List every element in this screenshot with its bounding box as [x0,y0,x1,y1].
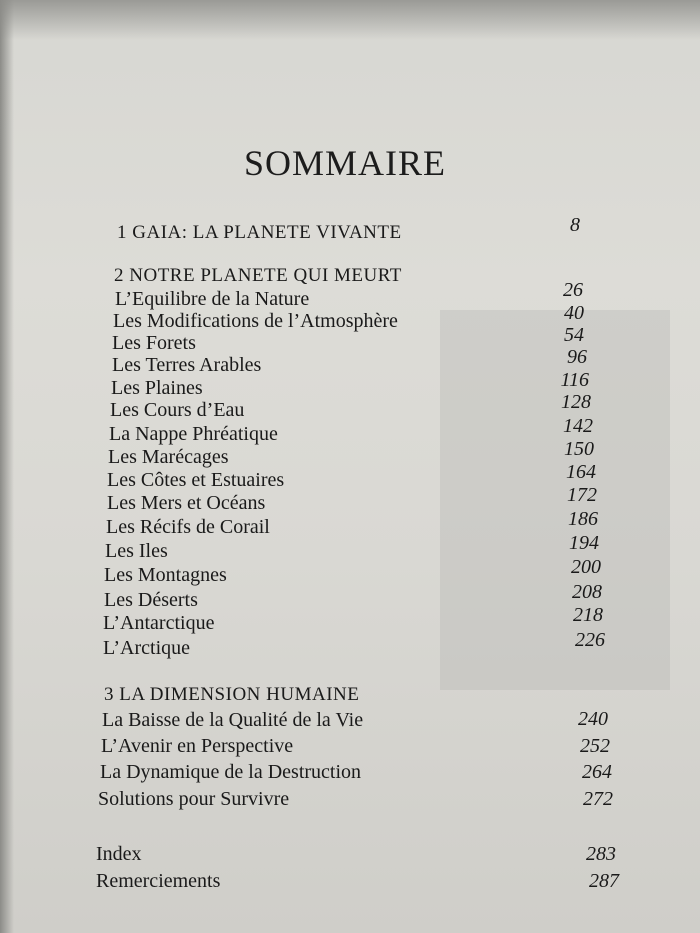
entry-label: L’Arctique [103,637,191,659]
page-number: 8 [570,214,580,236]
entry-label: La Baisse de la Qualité de la Vie [102,709,364,731]
entry-label: Les Plaines [111,377,203,399]
page-number: 287 [589,870,619,892]
page-number: 96 [567,346,587,368]
page-number: 116 [560,369,589,391]
page-number: 54 [564,324,584,346]
page-number: 264 [582,761,612,783]
page-number: 128 [561,391,591,413]
entry-label: Les Marécages [108,446,229,468]
section-row-1 [0,214,700,248]
section-label: 3 LA DIMENSION HUMAINE [104,684,360,705]
entry-label: Solutions pour Survivre [98,788,290,810]
entry-label: Les Récifs de Corail [106,516,270,538]
page-number: 200 [571,556,601,578]
section-label: 2 NOTRE PLANETE QUI MEURT [114,265,402,286]
entry-label: La Nappe Phréatique [109,423,278,445]
page-number: 142 [563,415,593,437]
page-number: 164 [566,461,596,483]
entry-label: Les Déserts [104,589,198,611]
entry-label: Les Cours d’Eau [110,399,245,421]
page-number: 150 [564,438,594,460]
entry-label: L’Avenir en Perspective [101,735,294,757]
page-number: 240 [578,708,608,730]
entry-label: Les Terres Arables [112,354,262,376]
section-row-3 [0,684,700,710]
toc-entry [0,735,700,761]
toc-entry-index [0,843,700,869]
page-number: 26 [563,279,583,301]
entry-label: Les Forets [112,332,196,354]
section-label: 1 GAIA: LA PLANETE VIVANTE [117,222,402,243]
entry-label: Remerciements [96,870,221,892]
toc-entry [0,391,700,425]
toc-entry [0,709,700,735]
page-number: 218 [573,604,603,626]
entry-label: Les Modifications de l’Atmosphère [113,310,398,332]
toc-entry [0,761,700,787]
entry-label: La Dynamique de la Destruction [100,761,362,783]
page-number: 40 [564,302,584,324]
page-number: 272 [583,788,613,810]
page-number: 208 [572,581,602,603]
page-number: 172 [567,484,597,506]
entry-label: L’Equilibre de la Nature [115,288,310,310]
page-number: 194 [569,532,599,554]
toc-entry [0,629,700,663]
entry-label: Les Montagnes [104,564,227,586]
entry-label: Les Côtes et Estuaires [107,469,285,491]
page-shadow-top [0,0,700,40]
entry-label: Les Mers et Océans [107,492,266,514]
page-number: 186 [568,508,598,530]
entry-label: L’Antarctique [103,612,215,634]
toc-entry [0,788,700,814]
page-number: 252 [580,735,610,757]
page-number: 226 [575,629,605,651]
toc-entry-remerciements [0,870,700,896]
page-number: 283 [586,843,616,865]
entry-label: Index [96,843,142,865]
page-title: SOMMAIRE [243,143,447,183]
entry-label: Les Iles [105,540,168,562]
